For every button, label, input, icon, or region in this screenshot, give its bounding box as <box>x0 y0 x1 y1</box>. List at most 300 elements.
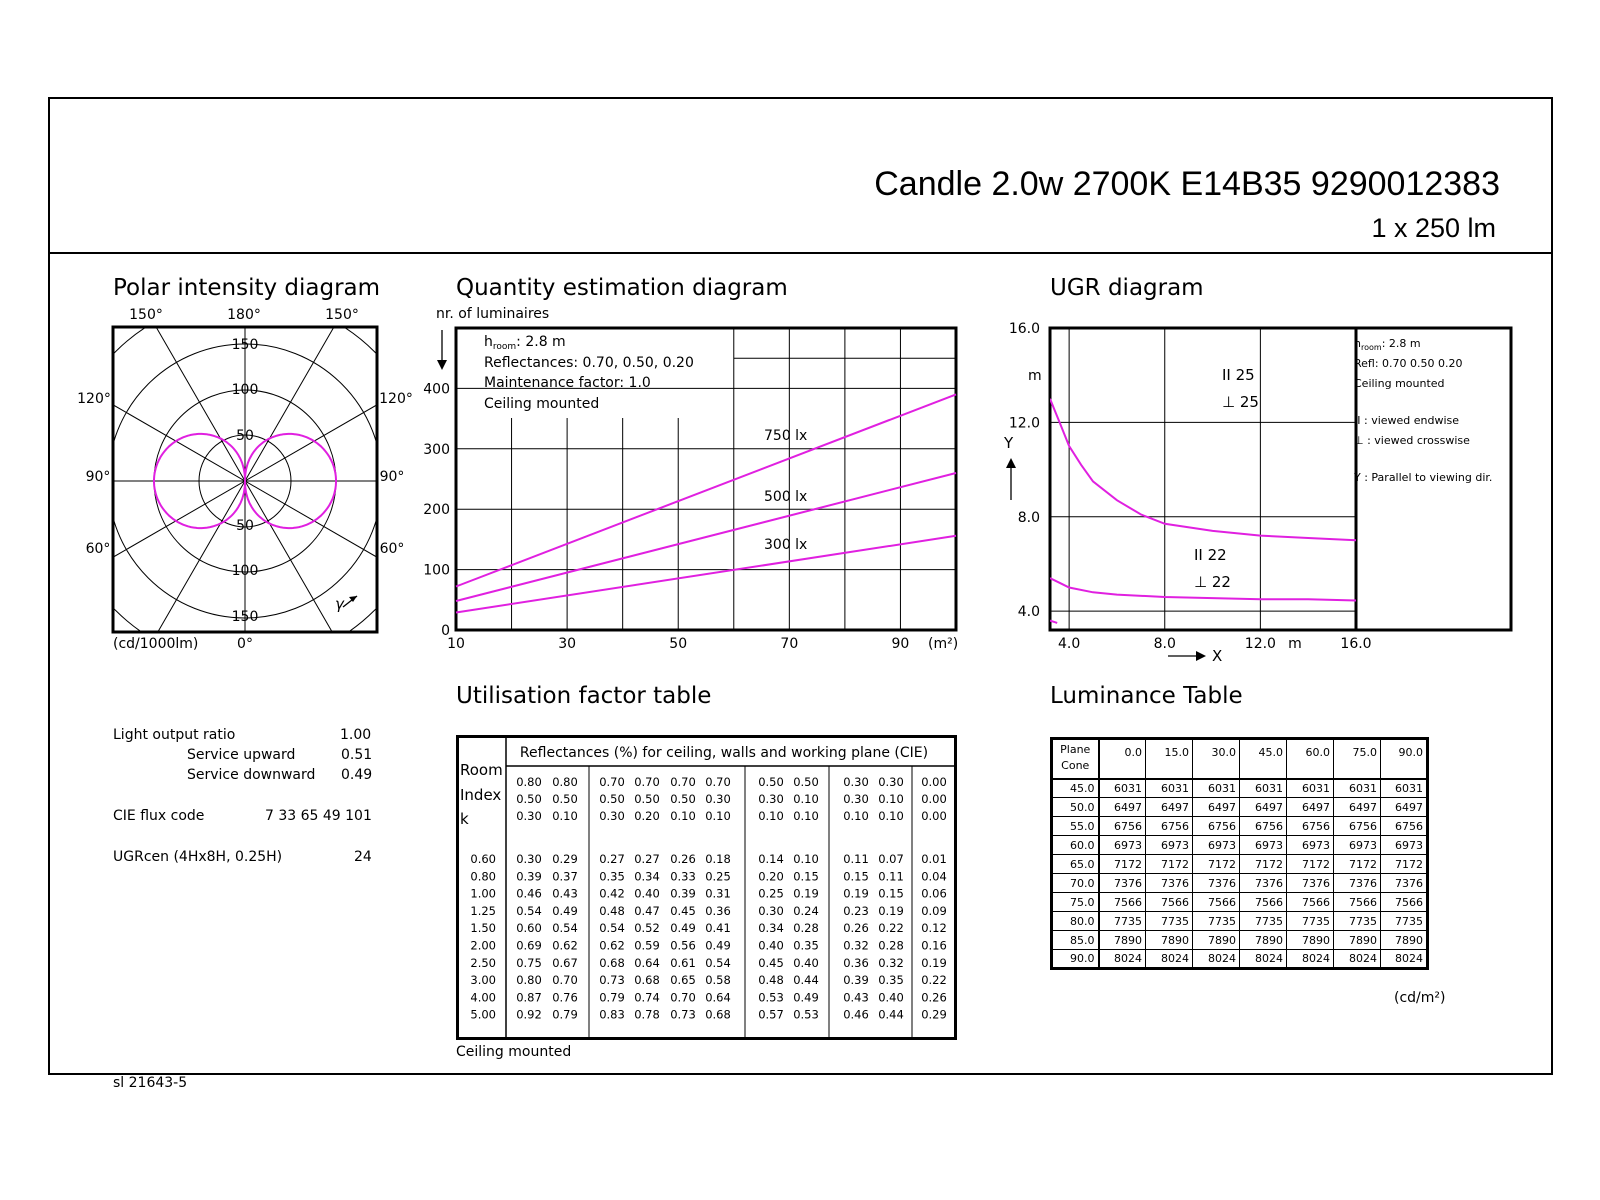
luminance-value: 6973 <box>1099 836 1146 855</box>
luminance-value: 7376 <box>1146 874 1193 893</box>
light-output-ratio-value: 1.00 <box>340 727 372 743</box>
quantity-ylabel: nr. of luminaires <box>436 306 550 322</box>
polar-unit-label: (cd/1000lm) <box>113 636 199 652</box>
ugr-legend-crosswise: ⊥ : viewed crosswise <box>1354 434 1470 447</box>
luminance-value: 6031 <box>1146 779 1193 798</box>
luminance-value: 7566 <box>1240 893 1287 912</box>
polar-angle-left-60: 60° <box>85 541 111 557</box>
luminance-value: 7376 <box>1099 874 1146 893</box>
uft-value-cell: 0.19 <box>793 886 819 901</box>
uft-value-cell: 0.64 <box>705 990 731 1005</box>
luminance-value: 6756 <box>1146 817 1193 836</box>
quantity-x-tick: 10 <box>447 636 465 652</box>
uft-value-cell: 0.04 <box>921 869 947 884</box>
ugr-y-tick: 12.0 <box>1008 415 1040 432</box>
uft-reflectance-cell: 0.10 <box>793 809 819 823</box>
luminance-value: 6973 <box>1381 836 1428 855</box>
uft-value-cell: 0.24 <box>793 903 819 918</box>
luminance-row <box>1052 817 1428 836</box>
luminance-value: 6497 <box>1334 798 1381 817</box>
plane-label: Plane <box>1060 743 1091 756</box>
ugr-y-tick: 8.0 <box>1017 509 1040 526</box>
luminance-value: 6497 <box>1381 798 1428 817</box>
uft-value-cell: 0.11 <box>843 852 869 866</box>
quantity-series-label: 300 lx <box>764 537 808 553</box>
ugr-cen-label: UGRcen (4Hx8H, 0.25H) <box>113 849 283 865</box>
uft-reflectance-cell: 0.30 <box>843 792 869 806</box>
uft-reflectance-cell: 0.10 <box>705 809 731 823</box>
luminance-row <box>1052 931 1428 950</box>
luminance-value: 7890 <box>1146 931 1193 950</box>
cie-flux-code-label: CIE flux code <box>113 808 205 824</box>
uft-reflectance-cell: 0.10 <box>758 809 784 823</box>
uft-reflectance-cell: 0.30 <box>843 775 869 789</box>
ugr-x-tick: 12.0 <box>1244 636 1276 652</box>
luminance-row <box>1052 950 1428 969</box>
cone-angle: 55.0 <box>1052 817 1099 836</box>
uft-value-cell: 0.54 <box>516 903 542 918</box>
luminance-value: 7735 <box>1240 912 1287 931</box>
polar-ring-label-lower-150: 150 <box>231 609 259 625</box>
uft-value-cell: 0.75 <box>516 955 542 970</box>
uft-value-cell: 0.79 <box>599 990 625 1005</box>
uft-reflectance-cell: 0.70 <box>599 775 625 789</box>
uft-value-cell: 0.68 <box>705 1007 731 1022</box>
uft-value-cell: 0.53 <box>758 990 784 1005</box>
uft-k-value: 1.25 <box>470 903 496 918</box>
polar-angle-bottom: 0° <box>237 636 253 652</box>
uft-value-cell: 0.28 <box>878 938 904 953</box>
quantity-x-tick: 70 <box>780 636 799 652</box>
uft-value-cell: 0.15 <box>878 886 904 901</box>
polar-angle-left-120: 120° <box>77 391 111 407</box>
polar-angle-right-90: 90° <box>379 469 405 485</box>
uft-value-cell: 0.61 <box>670 955 696 970</box>
ugr-label-lower-endwise: II 22 <box>1194 546 1227 564</box>
uft-value-cell: 0.59 <box>634 938 660 953</box>
luminance-table <box>1050 737 1429 970</box>
uft-value-cell: 0.49 <box>793 990 819 1005</box>
luminance-value: 7172 <box>1146 855 1193 874</box>
quantity-x-unit: (m²) <box>928 636 959 652</box>
luminance-header-row <box>1052 739 1428 779</box>
luminance-value: 6756 <box>1099 817 1146 836</box>
luminance-value: 7890 <box>1240 931 1287 950</box>
plane-header: 90.0 <box>1381 739 1428 779</box>
uft-value-cell: 0.49 <box>705 938 731 953</box>
uft-value-cell: 0.79 <box>552 1007 578 1022</box>
quantity-y-tick: 100 <box>423 562 450 579</box>
luminance-row <box>1052 836 1428 855</box>
uft-value-cell: 0.35 <box>599 869 625 884</box>
uft-reflectance-cell: 0.10 <box>552 809 578 823</box>
ugr-legend-y: Y : Parallel to viewing dir. <box>1354 471 1493 484</box>
quantity-series-label: 500 lx <box>764 489 808 505</box>
ugr-label-upper-endwise: II 25 <box>1222 366 1255 384</box>
uft-reflectance-cell: 0.10 <box>843 809 869 823</box>
uft-value-cell: 0.19 <box>878 903 904 918</box>
uft-reflectance-cell: 0.30 <box>878 775 904 789</box>
uft-k-value: 0.60 <box>470 852 496 866</box>
uft-reflectance-cell: 0.80 <box>552 775 578 789</box>
quantity-x-tick: 50 <box>669 636 688 652</box>
luminance-value: 6973 <box>1146 836 1193 855</box>
luminance-value: 6973 <box>1240 836 1287 855</box>
uft-k-value: 5.00 <box>470 1007 496 1022</box>
uft-k-value: 0.80 <box>470 869 496 884</box>
ugr-cen-value: 24 <box>354 849 372 865</box>
utilisation-title: Utilisation factor table <box>456 683 712 709</box>
polar-ring-label-upper-150: 150 <box>231 337 259 353</box>
ugr-y-axis-label: Y <box>1004 434 1014 452</box>
uft-value-cell: 0.73 <box>599 973 625 988</box>
luminance-unit: (cd/m²) <box>1394 990 1446 1006</box>
service-downward-label: Service downward <box>187 767 316 783</box>
uft-value-cell: 0.07 <box>878 852 904 866</box>
luminance-value: 7735 <box>1287 912 1334 931</box>
utilisation-footer: Ceiling mounted <box>456 1044 572 1060</box>
utilisation-header: Reflectances (%) for ceiling, walls and working plane (CIE) <box>519 745 929 761</box>
uft-value-cell: 0.34 <box>758 921 784 936</box>
luminance-value: 6756 <box>1287 817 1334 836</box>
polar-angle-top-center: 180° <box>227 307 261 323</box>
uft-value-cell: 0.49 <box>552 903 578 918</box>
ugr-side-info-mounting: Ceiling mounted <box>1354 377 1445 390</box>
luminance-value: 8024 <box>1287 950 1334 969</box>
luminance-value: 7172 <box>1287 855 1334 874</box>
uft-reflectance-cell: 0.50 <box>552 792 578 806</box>
uft-value-cell: 0.14 <box>758 852 784 866</box>
service-upward-label: Service upward <box>187 747 296 763</box>
uft-value-cell: 0.27 <box>599 852 625 866</box>
luminance-value: 7566 <box>1099 893 1146 912</box>
uft-value-cell: 0.25 <box>705 869 731 884</box>
service-downward-value: 0.49 <box>341 767 373 783</box>
luminance-value: 6756 <box>1334 817 1381 836</box>
uft-value-cell: 0.26 <box>670 852 696 866</box>
uft-value-cell: 0.09 <box>921 903 947 918</box>
quantity-y-tick: 400 <box>423 381 450 398</box>
ugr-side-info-refl: Refl: 0.70 0.50 0.20 <box>1354 357 1463 370</box>
uft-reflectance-cell: 0.70 <box>634 775 660 789</box>
uft-value-cell: 0.40 <box>634 886 660 901</box>
cie-flux-code-value: 7 33 65 49 101 <box>265 808 372 824</box>
quantity-x-tick: 90 <box>891 636 910 652</box>
luminance-value: 7735 <box>1381 912 1428 931</box>
uft-value-cell: 0.43 <box>552 886 578 901</box>
uft-value-cell: 0.54 <box>599 921 625 936</box>
uft-value-cell: 0.15 <box>843 869 869 884</box>
uft-reflectance-cell: 0.30 <box>705 792 731 806</box>
uft-value-cell: 0.26 <box>921 990 947 1005</box>
quantity-y-tick: 300 <box>423 441 450 458</box>
uft-value-cell: 0.83 <box>599 1007 625 1022</box>
uft-value-cell: 0.48 <box>599 903 625 918</box>
cone-angle: 45.0 <box>1052 779 1099 798</box>
luminance-value: 7376 <box>1287 874 1334 893</box>
uft-reflectance-cell: 0.80 <box>516 775 542 789</box>
luminance-value: 7172 <box>1240 855 1287 874</box>
ugr-label-upper-crosswise: ⊥ 25 <box>1222 393 1259 411</box>
uft-reflectance-cell: 0.70 <box>670 775 696 789</box>
uft-reflectance-cell: 0.50 <box>670 792 696 806</box>
ugr-x-unit: m <box>1288 636 1302 652</box>
luminance-value: 6031 <box>1287 779 1334 798</box>
quantity-info-maintenance: Maintenance factor: 1.0 <box>484 375 651 391</box>
uft-value-cell: 0.36 <box>843 955 869 970</box>
uft-value-cell: 0.16 <box>921 938 947 953</box>
uft-value-cell: 0.49 <box>670 921 696 936</box>
uft-value-cell: 0.31 <box>705 886 731 901</box>
uft-value-cell: 0.42 <box>599 886 625 901</box>
uft-value-cell: 0.33 <box>670 869 696 884</box>
luminance-value: 8024 <box>1193 950 1240 969</box>
cone-label: Cone <box>1061 759 1090 772</box>
k-label: k <box>460 810 469 828</box>
polar-ring-label-lower-100: 100 <box>231 563 259 579</box>
uft-reflectance-cell: 0.50 <box>634 792 660 806</box>
luminance-value: 7172 <box>1193 855 1240 874</box>
uft-value-cell: 0.26 <box>843 921 869 936</box>
uft-reflectance-cell: 0.00 <box>921 809 947 823</box>
uft-value-cell: 0.32 <box>843 938 869 953</box>
ugr-y-tick: 16.0 <box>1008 321 1040 337</box>
luminance-value: 6031 <box>1099 779 1146 798</box>
luminance-value: 7890 <box>1287 931 1334 950</box>
page-subtitle: 1 x 250 lm <box>1371 213 1496 243</box>
luminance-value: 7566 <box>1146 893 1193 912</box>
uft-value-cell: 0.15 <box>793 869 819 884</box>
plane-header: 15.0 <box>1146 739 1193 779</box>
uft-value-cell: 0.46 <box>843 1007 869 1022</box>
uft-reflectance-cell: 0.50 <box>793 775 819 789</box>
luminance-value: 7376 <box>1381 874 1428 893</box>
ugr-side-info-hroom: $h_{room}$: 2.8 m <box>1354 337 1421 352</box>
luminance-value: 8024 <box>1240 950 1287 969</box>
luminance-value: 7566 <box>1287 893 1334 912</box>
polar-angle-right-120: 120° <box>379 391 413 407</box>
uft-value-cell: 0.68 <box>634 973 660 988</box>
luminance-value: 8024 <box>1381 950 1428 969</box>
uft-value-cell: 0.67 <box>552 955 578 970</box>
uft-value-cell: 0.54 <box>705 955 731 970</box>
ugr-legend-endwise: II : viewed endwise <box>1354 414 1460 427</box>
uft-reflectance-cell: 0.70 <box>705 775 731 789</box>
uft-value-cell: 0.34 <box>634 869 660 884</box>
uft-value-cell: 0.30 <box>758 903 784 918</box>
uft-value-cell: 0.40 <box>793 955 819 970</box>
cone-angle: 80.0 <box>1052 912 1099 931</box>
uft-reflectance-cell: 0.50 <box>758 775 784 789</box>
uft-value-cell: 0.74 <box>634 990 660 1005</box>
utilisation-cells <box>470 775 946 1022</box>
cone-angle: 75.0 <box>1052 893 1099 912</box>
uft-value-cell: 0.19 <box>843 886 869 901</box>
uft-k-value: 1.00 <box>470 886 496 901</box>
uft-value-cell: 0.68 <box>599 955 625 970</box>
uft-reflectance-cell: 0.30 <box>758 792 784 806</box>
uft-value-cell: 0.70 <box>670 990 696 1005</box>
plane-header: 75.0 <box>1334 739 1381 779</box>
luminance-value: 6497 <box>1240 798 1287 817</box>
quantity-y-tick: 200 <box>423 502 450 519</box>
cone-angle: 65.0 <box>1052 855 1099 874</box>
luminance-value: 8024 <box>1099 950 1146 969</box>
luminance-value: 6497 <box>1287 798 1334 817</box>
polar-ring-label-upper-50: 50 <box>236 428 254 444</box>
uft-value-cell: 0.47 <box>634 903 660 918</box>
luminance-value: 7376 <box>1240 874 1287 893</box>
uft-value-cell: 0.62 <box>552 938 578 953</box>
uft-value-cell: 0.39 <box>670 886 696 901</box>
uft-value-cell: 0.53 <box>793 1007 819 1022</box>
ugr-x-tick: 16.0 <box>1340 636 1372 652</box>
uft-k-value: 2.00 <box>470 938 496 953</box>
uft-reflectance-cell: 0.50 <box>599 792 625 806</box>
uft-value-cell: 0.27 <box>634 852 660 866</box>
quantity-info-mounting: Ceiling mounted <box>484 396 600 412</box>
uft-value-cell: 0.41 <box>705 921 731 936</box>
luminance-value: 6031 <box>1381 779 1428 798</box>
uft-value-cell: 0.40 <box>878 990 904 1005</box>
uft-value-cell: 0.80 <box>516 973 542 988</box>
cone-angle: 85.0 <box>1052 931 1099 950</box>
polar-ring-label-upper-100: 100 <box>231 382 259 398</box>
uft-value-cell: 0.65 <box>670 973 696 988</box>
ugr-x-tick: 4.0 <box>1057 636 1081 652</box>
luminance-value: 7890 <box>1193 931 1240 950</box>
cone-angle: 60.0 <box>1052 836 1099 855</box>
luminance-value: 7566 <box>1193 893 1240 912</box>
luminance-value: 7735 <box>1099 912 1146 931</box>
luminance-value: 6497 <box>1193 798 1240 817</box>
luminance-value: 6031 <box>1193 779 1240 798</box>
uft-value-cell: 0.10 <box>793 852 819 866</box>
uft-value-cell: 0.78 <box>634 1007 660 1022</box>
polar-ring-label-lower-50: 50 <box>236 518 254 534</box>
uft-value-cell: 0.60 <box>516 921 542 936</box>
uft-value-cell: 0.40 <box>758 938 784 953</box>
uft-value-cell: 0.39 <box>516 869 542 884</box>
luminance-value: 6756 <box>1193 817 1240 836</box>
polar-gamma-symbol: γ <box>335 595 344 613</box>
uft-k-value: 1.50 <box>470 921 496 936</box>
uft-value-cell: 0.22 <box>878 921 904 936</box>
service-upward-value: 0.51 <box>341 747 373 763</box>
quantity-y-tick: 0 <box>441 623 450 639</box>
uft-reflectance-cell: 0.20 <box>634 809 660 823</box>
uft-value-cell: 0.35 <box>878 973 904 988</box>
cone-angle: 50.0 <box>1052 798 1099 817</box>
uft-reflectance-cell: 0.00 <box>921 792 947 806</box>
luminance-value: 6497 <box>1146 798 1193 817</box>
quantity-info-reflectances: Reflectances: 0.70, 0.50, 0.20 <box>484 355 694 371</box>
uft-value-cell: 0.46 <box>516 886 542 901</box>
quantity-x-tick: 30 <box>558 636 577 652</box>
uft-value-cell: 0.76 <box>552 990 578 1005</box>
uft-value-cell: 0.29 <box>921 1007 947 1022</box>
luminance-row <box>1052 855 1428 874</box>
index-label: Index <box>460 786 502 804</box>
uft-value-cell: 0.20 <box>758 869 784 884</box>
luminance-value: 7890 <box>1334 931 1381 950</box>
luminance-value: 7890 <box>1381 931 1428 950</box>
uft-value-cell: 0.44 <box>878 1007 904 1022</box>
uft-value-cell: 0.52 <box>634 921 660 936</box>
uft-value-cell: 0.70 <box>552 973 578 988</box>
luminance-row <box>1052 912 1428 931</box>
uft-value-cell: 0.01 <box>921 852 947 866</box>
uft-value-cell: 0.54 <box>552 921 578 936</box>
uft-value-cell: 0.64 <box>634 955 660 970</box>
uft-k-value: 4.00 <box>470 990 496 1005</box>
uft-value-cell: 0.28 <box>793 921 819 936</box>
ugr-x-tick: 8.0 <box>1153 636 1176 652</box>
uft-value-cell: 0.43 <box>843 990 869 1005</box>
uft-reflectance-cell: 0.50 <box>516 792 542 806</box>
uft-reflectance-cell: 0.00 <box>921 775 947 789</box>
page-title: Candle 2.0w 2700K E14B35 9290012383 <box>874 165 1500 203</box>
uft-reflectance-cell: 0.30 <box>599 809 625 823</box>
room-label: Room <box>460 761 503 779</box>
luminance-value: 7376 <box>1334 874 1381 893</box>
uft-value-cell: 0.73 <box>670 1007 696 1022</box>
luminance-value: 6756 <box>1240 817 1287 836</box>
luminance-title: Luminance Table <box>1050 683 1243 709</box>
quantity-info-hroom: $h_{room}$: 2.8 m <box>484 334 566 352</box>
uft-value-cell: 0.32 <box>878 955 904 970</box>
ugr-title: UGR diagram <box>1050 275 1204 301</box>
uft-value-cell: 0.58 <box>705 973 731 988</box>
uft-k-value: 3.00 <box>470 973 496 988</box>
luminance-value: 7890 <box>1099 931 1146 950</box>
luminance-value: 7735 <box>1334 912 1381 931</box>
plane-header: 45.0 <box>1240 739 1287 779</box>
ugr-y-unit: m <box>1028 368 1042 384</box>
luminance-value: 6973 <box>1287 836 1334 855</box>
quantity-series-label: 750 lx <box>764 428 808 444</box>
luminance-value: 7376 <box>1193 874 1240 893</box>
uft-value-cell: 0.44 <box>793 973 819 988</box>
luminance-value: 6756 <box>1381 817 1428 836</box>
luminance-value: 6973 <box>1334 836 1381 855</box>
uft-value-cell: 0.30 <box>516 852 542 866</box>
luminance-row <box>1052 893 1428 912</box>
luminance-value: 8024 <box>1146 950 1193 969</box>
polar-angle-right-60: 60° <box>379 541 405 557</box>
polar-title: Polar intensity diagram <box>113 275 381 301</box>
document-id: sl 21643-5 <box>113 1075 188 1091</box>
uft-reflectance-cell: 0.30 <box>516 809 542 823</box>
luminance-corner <box>1052 739 1099 779</box>
uft-value-cell: 0.36 <box>705 903 731 918</box>
polar-angle-top-right: 150° <box>325 307 359 323</box>
uft-value-cell: 0.19 <box>921 955 947 970</box>
ugr-x-axis-label: X <box>1212 647 1223 665</box>
luminance-value: 7566 <box>1381 893 1428 912</box>
uft-value-cell: 0.62 <box>599 938 625 953</box>
luminance-row <box>1052 779 1428 798</box>
ugr-label-lower-crosswise: ⊥ 22 <box>1194 573 1231 591</box>
luminance-value: 7172 <box>1099 855 1146 874</box>
uft-value-cell: 0.29 <box>552 852 578 866</box>
uft-value-cell: 0.45 <box>758 955 784 970</box>
luminance-value: 6973 <box>1193 836 1240 855</box>
cone-angle: 90.0 <box>1052 950 1099 969</box>
luminance-value: 7172 <box>1334 855 1381 874</box>
uft-reflectance-cell: 0.10 <box>793 792 819 806</box>
uft-value-cell: 0.06 <box>921 886 947 901</box>
